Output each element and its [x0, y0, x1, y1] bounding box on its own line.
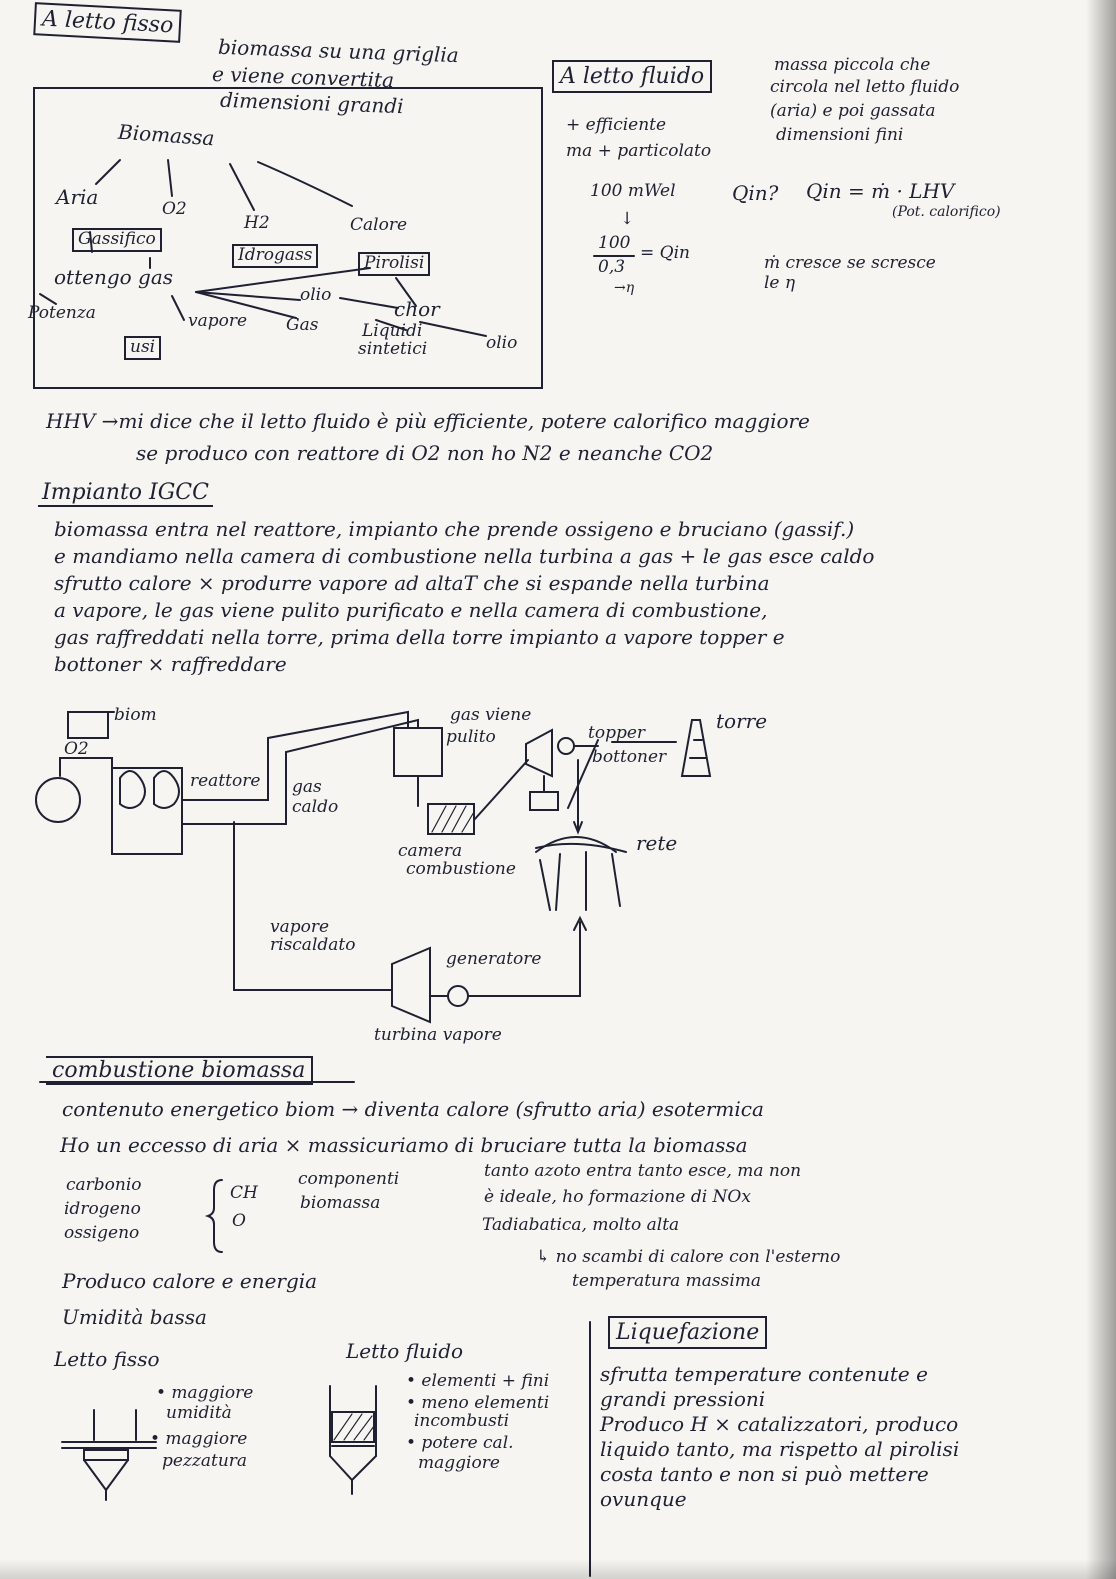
fluido-desc-3: (aria) e poi gassata: [770, 101, 936, 121]
igcc-biom: biom: [114, 705, 157, 725]
combustione-right-2: è ideale, ho formazione di NOx: [484, 1187, 751, 1207]
igcc-line: biomassa entra nel reattore, impianto che prende ossigeno e bruciano (gassif.): [54, 517, 855, 541]
liquefazione-paragraph: [600, 1362, 959, 1512]
combustione-note-2: temperatura massima: [572, 1271, 762, 1291]
diagram-biomassa: Biomassa: [117, 119, 216, 151]
igcc-generatore: generatore: [446, 949, 542, 969]
liquefazione-line: Produco H × catalizzatori, produco: [600, 1412, 959, 1436]
calc-power: 100 mWel: [590, 181, 676, 201]
fluido-note-1: • elementi + fini: [406, 1371, 550, 1391]
diagram-idrogass: Idrogass: [232, 244, 318, 268]
igcc-camera-1: camera: [398, 841, 463, 861]
title-combustione: combustione biomassa: [46, 1056, 313, 1085]
fluido-note-3: incombusti: [414, 1411, 510, 1431]
igcc-turbina: turbina vapore: [374, 1025, 502, 1045]
combustione-right-3: Tadiabatica, molto alta: [482, 1215, 680, 1235]
page-bottom-shadow: [0, 1559, 1116, 1579]
diagram-usi: usi: [124, 336, 161, 360]
diagram-h2: H2: [244, 213, 270, 233]
diagram-chor: chor: [394, 297, 440, 321]
combustione-line-2: Ho un eccesso di aria × massicuriamo di bruciare tutta la biomassa: [60, 1133, 748, 1157]
fluido-title: Letto fluido: [346, 1339, 464, 1363]
element-carbonio: carbonio: [66, 1175, 142, 1195]
igcc-o2: O2: [64, 739, 89, 759]
calc-denominator: 0,3: [598, 257, 626, 277]
liquefazione-line: costa tanto e non si può mettere: [600, 1462, 929, 1486]
fluido-pro-1: + efficiente: [566, 115, 667, 135]
igcc-bottoner: bottoner: [592, 747, 667, 767]
calc-numerator: 100: [598, 233, 631, 253]
liquefazione-line: grandi pressioni: [600, 1387, 766, 1411]
calc-eta: →η: [614, 280, 635, 296]
fisso-note-2: umidità: [166, 1403, 232, 1423]
diagram-ottengo-gas: ottengo gas: [54, 265, 174, 289]
combustione-right-1: tanto azoto entra tanto esce, ma non: [484, 1161, 802, 1181]
combustione-line-1: contenuto energetico biom → diventa calore (sfrutto aria) esotermica: [62, 1097, 764, 1121]
hhv-line-2: se produco con reattore di O2 non ho N2 e neanche CO2: [136, 441, 714, 465]
combustione-note-1: ↳ no scambi di calore con l'esterno: [536, 1247, 841, 1267]
calc-arrow: ↓: [620, 209, 635, 229]
calc-note-1: ṁ cresce se scresce: [764, 253, 936, 273]
produce-line: Produco calore e energia: [62, 1269, 318, 1293]
diagram-gas: Gas: [286, 315, 319, 335]
fluido-note-4: • potere cal.: [406, 1433, 514, 1453]
diagram-calore: Calore: [350, 215, 408, 235]
diagram-sintetici: sintetici: [358, 339, 428, 359]
igcc-line: bottoner × raffreddare: [54, 652, 287, 676]
title-liquefazione: Liquefazione: [608, 1316, 767, 1349]
diagram-aria: Aria: [56, 185, 99, 209]
calc-formula: Qin = ṁ · LHV: [806, 179, 955, 203]
title-letto-fluido: A letto fluido: [552, 60, 712, 93]
calc-qin-question: Qin?: [732, 181, 779, 205]
diagram-potenza: Potenza: [28, 303, 96, 323]
fisso-title: Letto fisso: [54, 1347, 160, 1371]
fisso-note-4: pezzatura: [162, 1451, 248, 1471]
fisso-note-1: • maggiore: [156, 1383, 254, 1403]
components-2: biomassa: [300, 1193, 381, 1213]
fisso-desc-2: e viene convertita: [211, 61, 395, 93]
igcc-gas-caldo-1: gas: [292, 777, 322, 797]
fisso-desc-3: dimensioni grandi: [219, 87, 404, 119]
calc-formula-note: (Pot. calorifico): [892, 204, 1001, 220]
liquefazione-line: ovunque: [600, 1487, 687, 1511]
fluido-pro-2: ma + particolato: [566, 141, 712, 161]
igcc-line: a vapore, le gas viene pulito purificato e nella camera di combustione,: [54, 598, 768, 622]
diagram-olio-2: olio: [486, 333, 518, 353]
liquefazione-line: sfrutta temperature contenute e: [600, 1362, 928, 1386]
fisso-desc-1: biomassa su una griglia: [217, 34, 460, 68]
fluido-note-5: maggiore: [418, 1453, 500, 1473]
igcc-camera-2: combustione: [406, 859, 516, 879]
diagram-olio: olio: [300, 285, 332, 305]
diagram-vapore: vapore: [188, 311, 248, 331]
fluido-desc-4: dimensioni fini: [776, 125, 904, 145]
igcc-vapore-1: vapore: [270, 917, 330, 937]
igcc-gas-pulito-2: pulito: [446, 727, 496, 747]
igcc-paragraph: [54, 516, 874, 678]
hhv-line-1: HHV →mi dice che il letto fluido è più efficiente, potere calorifico maggiore: [46, 409, 810, 433]
igcc-line: sfrutto calore × produrre vapore ad altaT che si espande nella turbina: [54, 571, 770, 595]
fluido-desc-2: circola nel letto fluido: [770, 77, 960, 97]
igcc-gas-pulito-1: gas viene: [450, 705, 532, 725]
igcc-line: e mandiamo nella camera di combustione nella turbina a gas + le gas esce caldo: [54, 544, 875, 568]
fluido-desc-1: massa piccola che: [774, 55, 931, 75]
formula-ch: CH: [230, 1183, 258, 1203]
igcc-rete: rete: [636, 831, 678, 855]
calc-eq: = Qin: [640, 243, 690, 263]
title-igcc: Impianto IGCC: [38, 480, 213, 507]
liquefazione-line: liquido tanto, ma rispetto al pirolisi: [600, 1437, 960, 1461]
igcc-line: gas raffreddati nella torre, prima della torre impianto a vapore topper e: [54, 625, 785, 649]
components-1: componenti: [298, 1169, 400, 1189]
igcc-torre: torre: [716, 709, 768, 733]
fluido-note-2: • meno elementi: [406, 1393, 550, 1413]
element-idrogeno: idrogeno: [64, 1199, 141, 1219]
igcc-vapore-2: riscaldato: [270, 935, 356, 955]
igcc-reattore: reattore: [190, 771, 261, 791]
page-edge-shadow: [1086, 0, 1116, 1579]
diagram-pirolisi: Pirolisi: [358, 252, 430, 276]
diagram-liquidi: Liquidi: [362, 321, 423, 341]
igcc-gas-caldo-2: caldo: [292, 797, 339, 817]
title-letto-fisso: A letto fisso: [33, 2, 182, 43]
umidita-line: Umidità bassa: [62, 1305, 207, 1329]
igcc-topper: topper: [588, 723, 646, 743]
diagram-o2: O2: [162, 199, 187, 219]
element-ossigeno: ossigeno: [64, 1223, 140, 1243]
calc-note-2: le η: [764, 273, 796, 293]
fisso-note-3: • maggiore: [150, 1429, 248, 1449]
formula-o: O: [232, 1211, 246, 1231]
diagram-gassifico: Gassifico: [72, 228, 162, 252]
